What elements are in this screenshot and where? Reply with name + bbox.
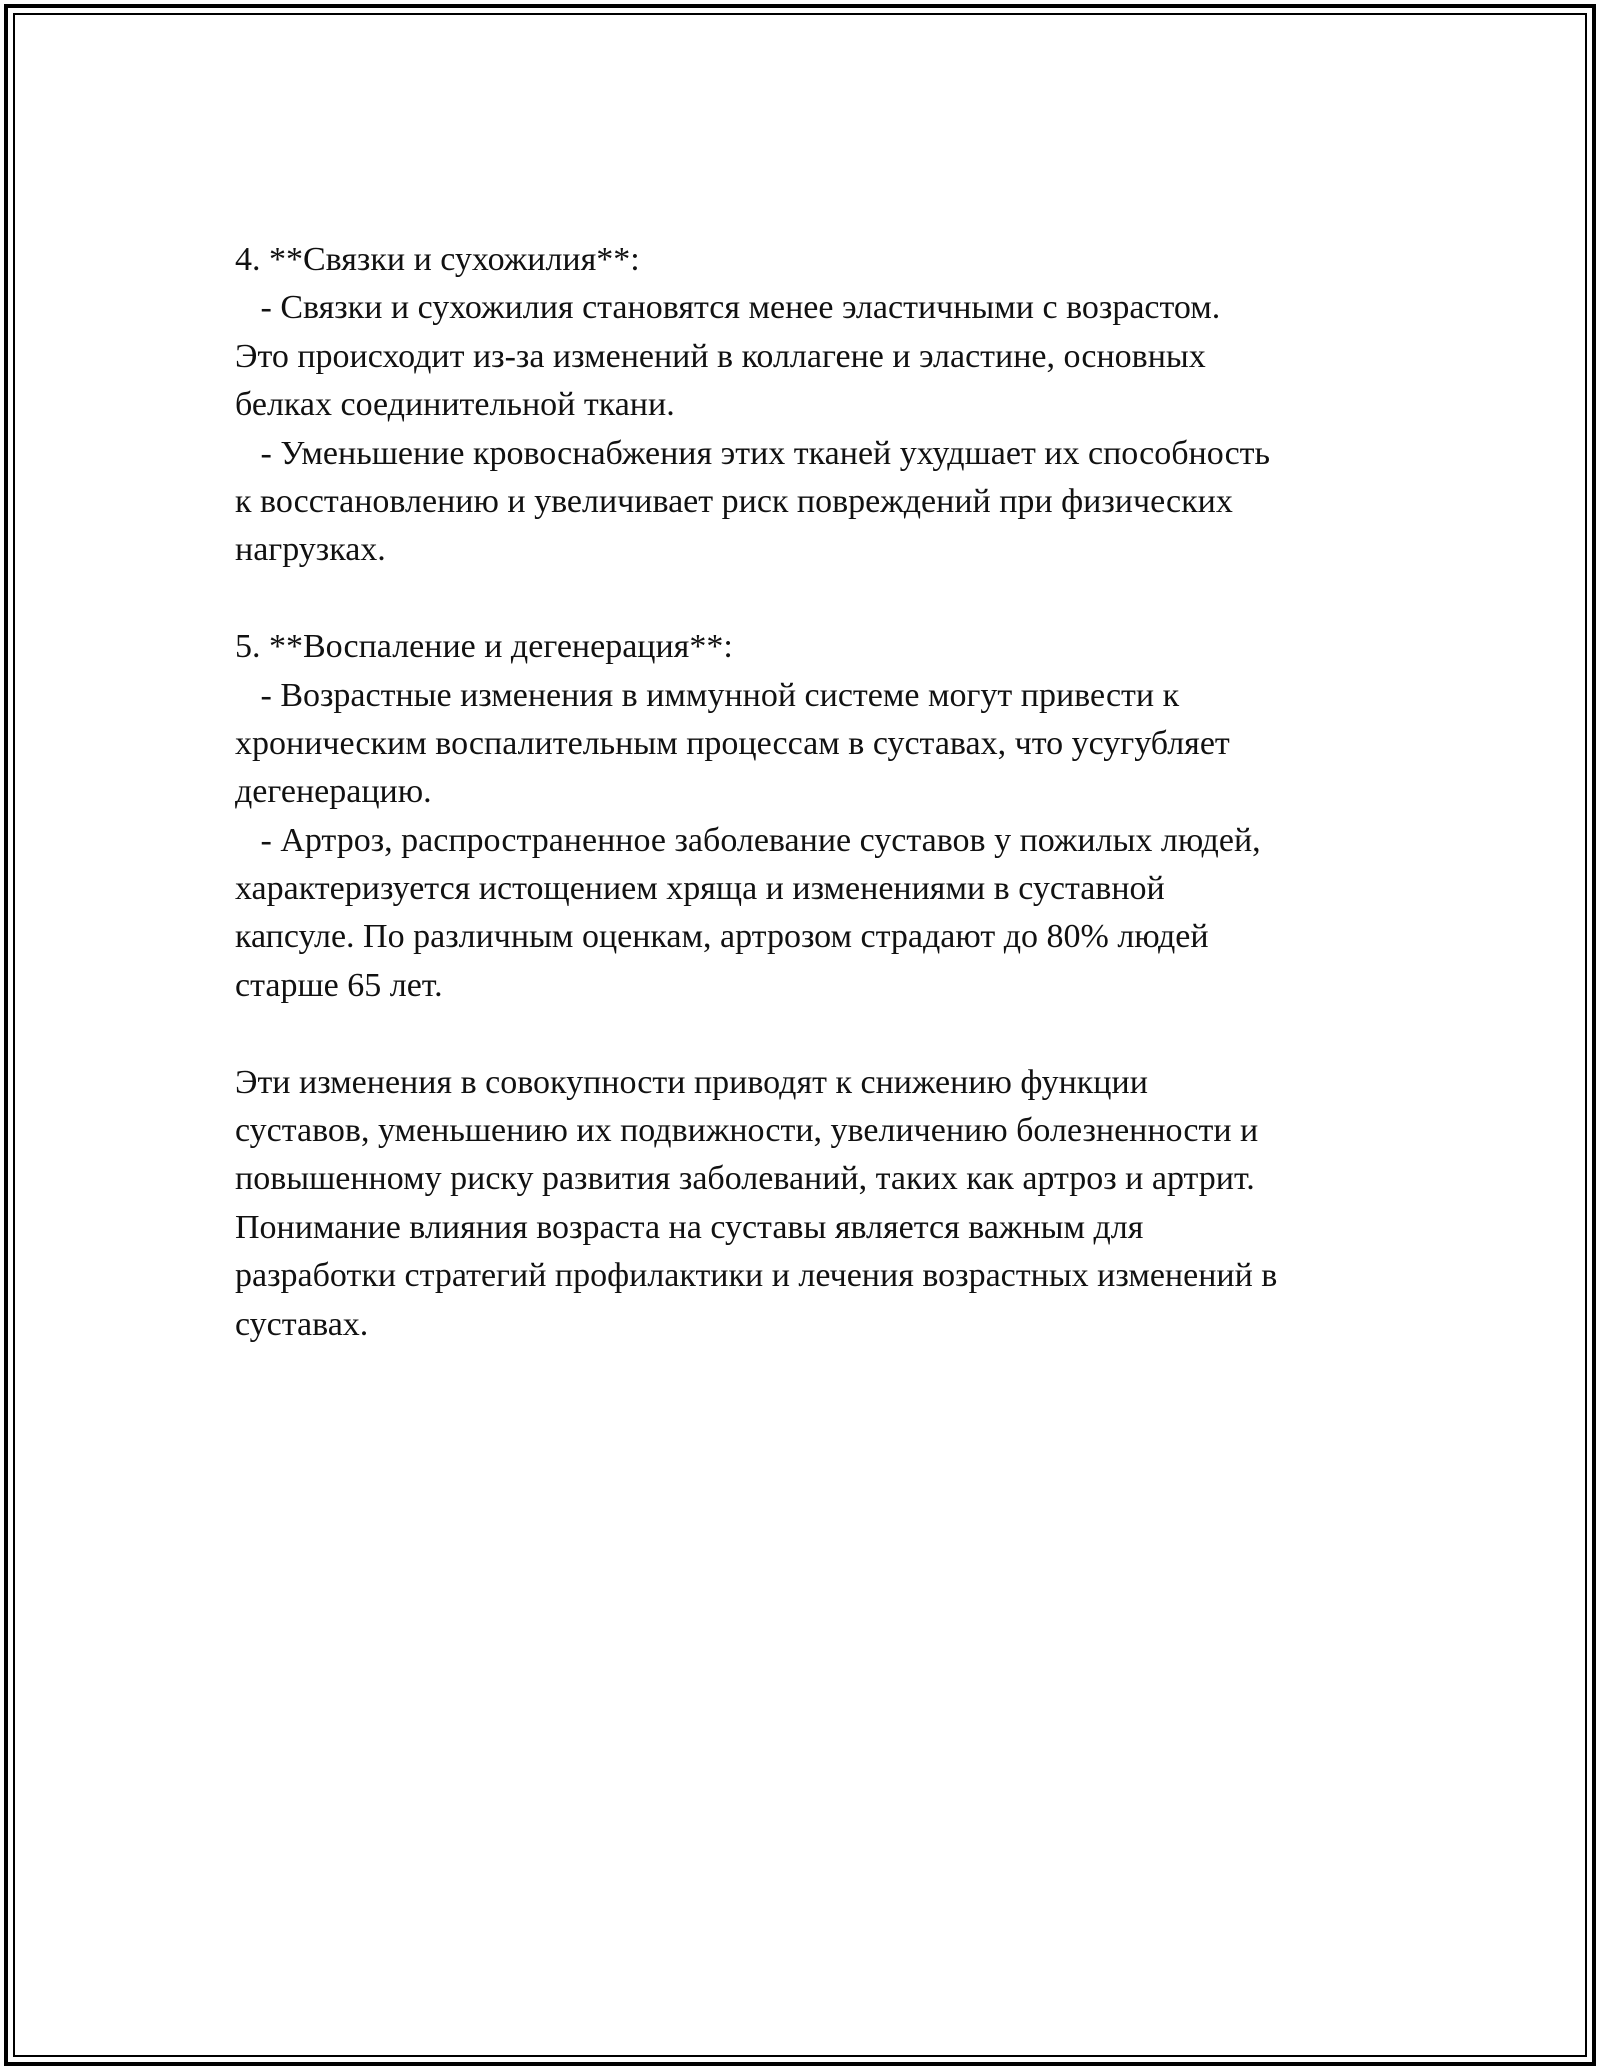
text-line: - Возрастные изменения в иммунной системе могут привести к	[235, 676, 1180, 714]
document-body	[235, 236, 1385, 1349]
text-line: капсуле. По различным оценкам, артрозом страдают до 80% людей	[235, 918, 1209, 956]
conclusion-line: Эти изменения в совокупности приводят к снижению функции	[235, 1063, 1148, 1101]
conclusion-line: повышенному риску развития заболеваний, таких как артроз и артрит.	[235, 1160, 1255, 1198]
paragraph-spacer	[235, 575, 1385, 623]
text-line: хроническим воспалительным процессам в суставах, что усугубляет	[235, 724, 1230, 762]
text-line: характеризуется истощением хряща и изменениями в суставной	[235, 870, 1165, 908]
text-line: Это происходит из-за изменений в коллагене и эластине, основных	[235, 337, 1206, 375]
conclusion-line: разработки стратегий профилактики и лечения возрастных изменений в	[235, 1257, 1278, 1295]
paragraph-spacer	[235, 1010, 1385, 1058]
text-line: - Связки и сухожилия становятся менее эластичными с возрастом.	[235, 289, 1221, 327]
text-line: белках соединительной ткани.	[235, 386, 675, 424]
text-line: - Уменьшение кровоснабжения этих тканей ухудшает их способность	[235, 434, 1271, 472]
text-line: дегенерацию.	[235, 773, 432, 811]
conclusion-line: суставах.	[235, 1305, 369, 1343]
text-line: - Артроз, распространенное заболевание суставов у пожилых людей,	[235, 821, 1261, 859]
text-line: к восстановлению и увеличивает риск повреждений при физических	[235, 482, 1233, 520]
section-heading-inflammation: 5. **Воспаление и дегенерация**:	[235, 628, 733, 666]
conclusion-line: Понимание влияния возраста на суставы является важным для	[235, 1208, 1144, 1246]
conclusion-line: суставов, уменьшению их подвижности, увеличению болезненности и	[235, 1112, 1259, 1150]
text-line: нагрузках.	[235, 531, 386, 569]
section-heading-ligaments: 4. **Связки и сухожилия**:	[235, 241, 640, 278]
text-line: старше 65 лет.	[235, 966, 443, 1004]
